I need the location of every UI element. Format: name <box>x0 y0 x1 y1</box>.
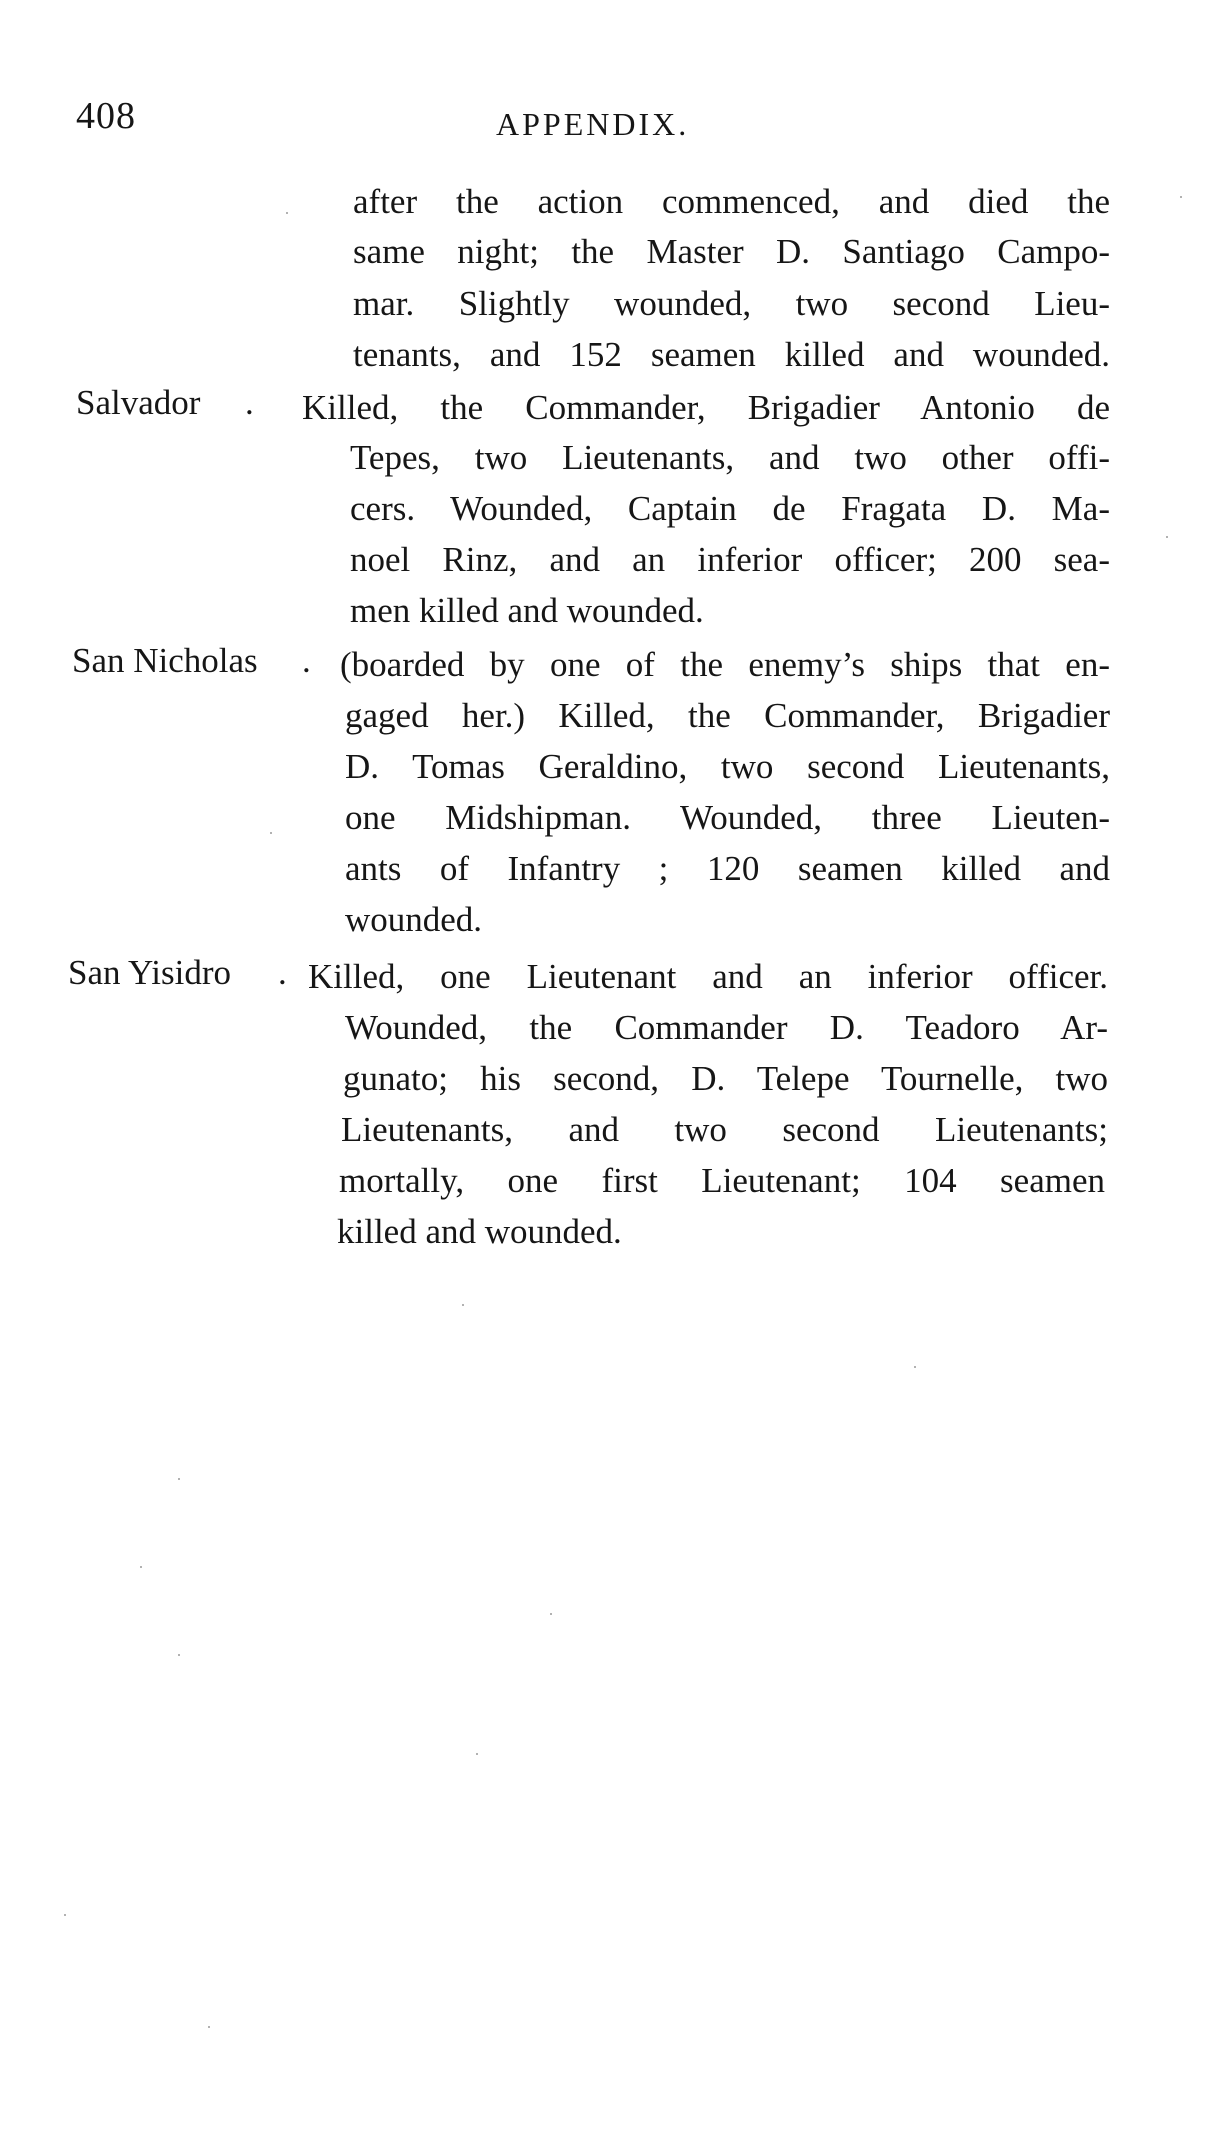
paper-speck <box>64 1914 66 1916</box>
leader-dot: . <box>245 383 254 422</box>
paper-speck <box>476 1753 478 1755</box>
text-line: mar. Slightly wounded, two second Lieu- <box>353 284 1110 323</box>
text-line: Killed, the Commander, Brigadier Antonio de <box>302 388 1110 427</box>
paper-speck <box>140 1566 142 1568</box>
ship-name: Salvador <box>76 383 201 422</box>
text-line: same night; the Master D. Santiago Campo- <box>353 232 1110 271</box>
text-line: mortally, one first Lieutenant; 104 seamen <box>339 1161 1105 1200</box>
text-line: noel Rinz, and an inferior officer; 200 sea- <box>350 540 1110 579</box>
text-line: D. Tomas Geraldino, two second Lieutenants, <box>345 747 1110 786</box>
text-line: ants of Infantry ; 120 seamen killed and <box>345 849 1110 888</box>
leader-dot: . <box>302 641 311 680</box>
text-line: tenants, and 152 seamen killed and wounded. <box>353 335 1110 374</box>
ship-name: San Yisidro <box>68 953 232 992</box>
paper-speck <box>270 832 272 834</box>
paper-speck <box>1166 536 1168 538</box>
paper-speck <box>178 1478 180 1480</box>
text-line: wounded. <box>345 900 483 939</box>
paper-speck <box>1180 196 1182 198</box>
text-line: one Midshipman. Wounded, three Lieuten- <box>345 798 1110 837</box>
text-line: Lieutenants, and two second Lieutenants; <box>341 1110 1108 1149</box>
paper-speck <box>208 2026 210 2028</box>
text-line: cers. Wounded, Captain de Fragata D. Ma- <box>350 489 1110 528</box>
running-head: APPENDIX. <box>496 106 690 142</box>
paper-speck <box>462 1304 464 1306</box>
paper-speck <box>914 1366 916 1368</box>
leader-dot: . <box>278 953 287 992</box>
text-line: gunato; his second, D. Telepe Tournelle, two <box>343 1059 1108 1098</box>
text-line: after the action commenced, and died the <box>353 182 1110 221</box>
text-line: gaged her.) Killed, the Commander, Brigadier <box>345 696 1110 735</box>
paper-speck <box>286 212 288 214</box>
text-line: Tepes, two Lieutenants, and two other offi- <box>350 438 1110 477</box>
text-line: (boarded by one of the enemy’s ships that en- <box>340 645 1110 684</box>
text-line: Wounded, the Commander D. Teadoro Ar- <box>345 1008 1108 1047</box>
text-line: Killed, one Lieutenant and an inferior officer. <box>308 957 1108 996</box>
paper-speck <box>550 1613 552 1615</box>
page-number: 408 <box>76 95 136 137</box>
paper-speck <box>178 1654 180 1656</box>
text-line: men killed and wounded. <box>350 591 704 630</box>
text-line: killed and wounded. <box>337 1212 622 1251</box>
ship-name: San Nicholas <box>72 641 258 680</box>
